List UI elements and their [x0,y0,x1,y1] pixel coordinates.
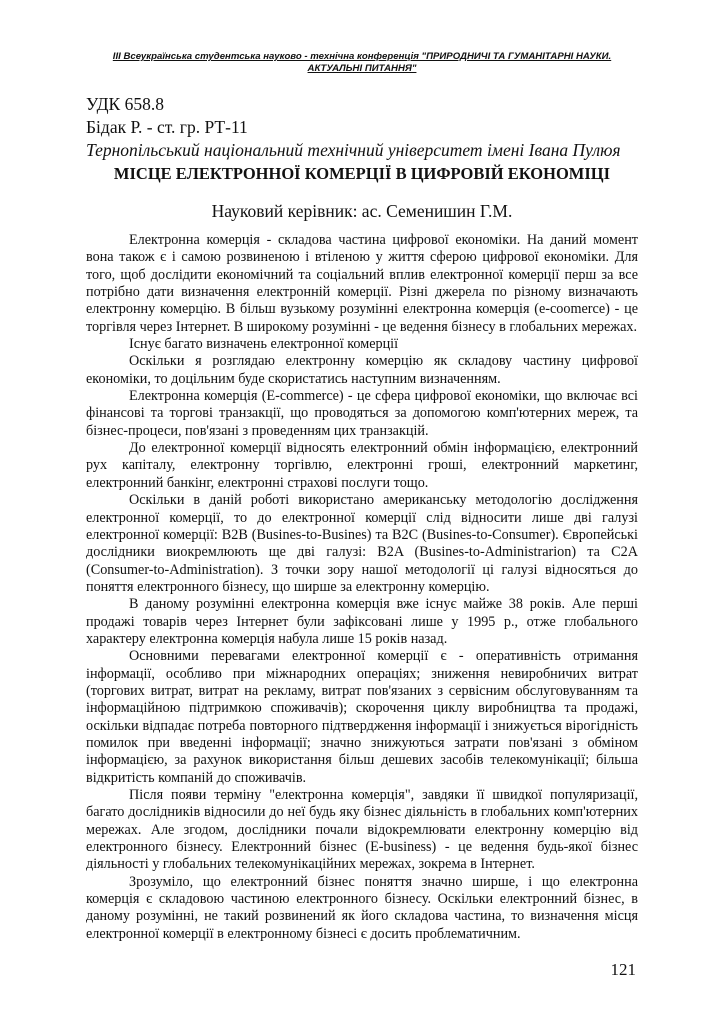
paragraph: В даному розумінні електронна комерція вже існує майже 38 років. Але перші продажі товарів через Інтернет були зафіксовані лише у 1995 р., отже глобального характеру електронна комерція набула лише 15 років назад. [86,596,638,647]
author-line: Бідак Р. - ст. гр. РТ-11 [86,117,248,137]
paragraph: Існує багато визначень електронної комерції [129,336,399,353]
udk-code: УДК 658.8 [86,94,164,114]
page-number: 121 [610,960,636,979]
paragraph: Електронна комерція (E-commerce) - це сфера цифрової економіки, що включає всі фінансові та торгові транзакції, що проводяться за допомогою комп'ютерних мереж, та бізнес-процеси, пов'язані з проведенням цих транзакцій. [86,388,638,439]
paper-body [86,232,638,943]
supervisor-line: Науковий керівник: ас. Семенишин Г.М. [211,201,513,221]
affiliation-line: Тернопільський національний технічний університет імені Івана Пулюя [86,140,621,160]
paragraph: Основними перевагами електронної комерції є - оперативність отримання інформації, особливо при міжнародних операціях; зниження невиробничих витрат (торгових витрат, витрат на рекламу, витрат пов'язаних з сервісним обслуговуванням та інформаційною підтримкою споживачів); скорочення циклу виробництва та продажі, оскільки відпадає потреба повторного підтвердження інформації і знижується вірогідність помилок при введенні інформації; значно знижуються затрати пов'язані з обміном інформацією, за рахунок використання більш дешевих засобів телекомунікації; більша відкритість компаній до споживачів. [86,648,638,786]
paragraph: Оскільки я розглядаю електронну комерцію як складову частину цифрової економіки, то доцільним буде скористатись наступним визначенням. [86,353,638,387]
paragraph: Електронна комерція - складова частина цифрової економіки. На даний момент вона також є і самою розвиненою і втіленою у життя сферою цифрової економіки. Для того, щоб дослідити економічний та соціальний вплив електронної комерції перш за все потрібно дати визначення електронній комерції. Різні джерела по різному визначають електронну комерцію. В більш вузькому розумінні електронна комерція (e-coomerce) - це торгівля через Інтернет. В широкому розумінні - це ведення бізнесу в глобальних мережах. [86,232,638,335]
paragraph: Після появи терміну "електронна комерція", завдяки її швидкої популяризації, багато дослідників відносили до неї будь яку бізнес діяльність в глобальних комп'ютерних мережах. Але згодом, дослідники почали відокремлювати електронну комерцію від електронного бізнесу. Електронний бізнес (E-business) - це ведення будь-якої бізнес діяльності у глобальних телекомунікаційних мережах, зокрема в Інтернет. [86,787,638,873]
paper-title: МІСЦЕ ЕЛЕКТРОННОЇ КОМЕРЦІЇ В ЦИФРОВІЙ ЕКОНОМІЦІ [113,164,611,183]
conference-header: III Всеукраїнська студентська науково - технічна конференція "ПРИРОДНИЧІ ТА ГУМАНІТАРНІ НАУКИ. АКТУАЛЬНІ ПИТАННЯ" [112,51,612,74]
paragraph: До електронної комерції відносять електронний обмін інформацією, електронний рух капіталу, електронну торгівлю, електронні гроші, електронний маркетинг, електронний банкінг, електронні страхові послуги тощо. [86,440,638,491]
paragraph: Оскільки в даній роботі використано американську методологію дослідження електронної комерції, то до електронної комерції слід відносити лише дві галузі електронної комерції: B2B (Busines-to-Busines) та B2C (Busines-to-Consumer). Європейські дослідники виокремлюють ще дві галузі: B2A (Busines-to-Administrarion) та C2A (Consumer-to-Administration). З точки зору нашої методології ці галузі відносяться до поняття електронного бізнесу, що ширше за електронну комерцію. [86,492,638,595]
paragraph: Зрозуміло, що електронний бізнес поняття значно ширше, і що електронна комерція є складовою частиною електронного бізнесу. Оскільки електронний бізнес, в даному розумінні, не такий розвинений як його складова частина, то визначення місця електронної комерції в електронному бізнесі є досить проблематичним. [86,873,638,942]
